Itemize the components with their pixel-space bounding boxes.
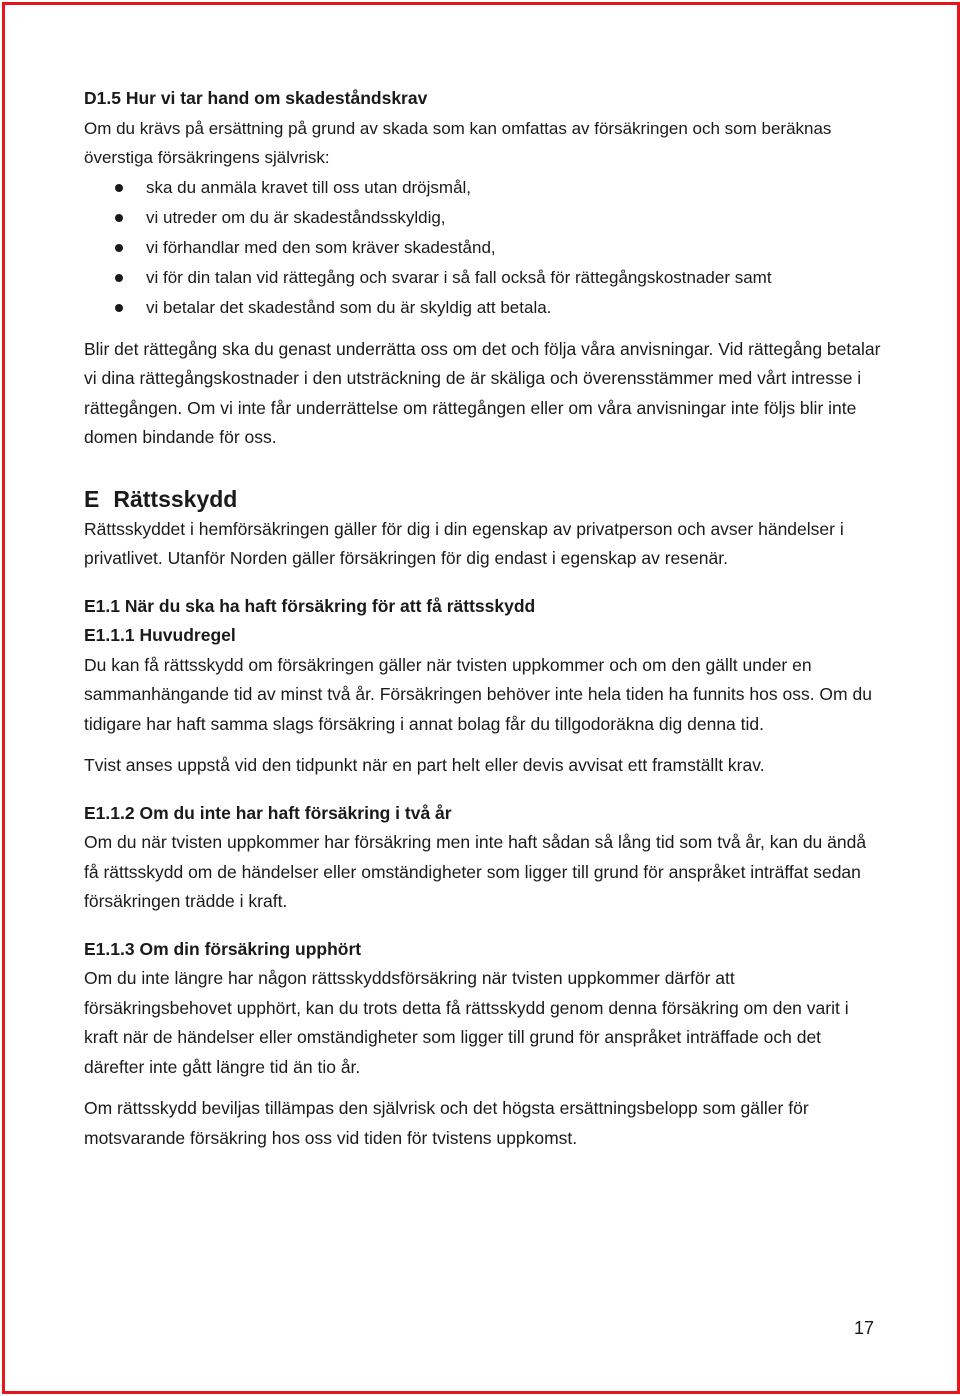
list-item: vi för din talan vid rättegång och svarar i så fall också för rättegångskostnader samt [84, 263, 884, 293]
bullet-list [84, 173, 884, 323]
section-d15-heading: D1.5 Hur vi tar hand om skadeståndskrav [84, 88, 428, 108]
section-e113-text-2: Om rättsskydd beviljas tillämpas den självrisk och det högsta ersättningsbelopp som gäller för motsvarande försäkring hos oss vid tiden för tvistens uppkomst. [84, 1098, 809, 1148]
section-e112-text: Om du när tvisten uppkommer har försäkring men inte haft sådan så lång tid som två år, kan du ändå få rättsskydd om de händelser eller omständigheter som ligger till grund för anspråket inträffat sedan försäkringen trädde i kraft. [84, 832, 867, 911]
section-e112-heading: E1.1.2 Om du inte har haft försäkring i två år [84, 802, 452, 823]
page-number: 17 [854, 1318, 875, 1338]
section-e113-heading: E1.1.3 Om din försäkring upphört [84, 938, 362, 959]
section-e11-heading: E1.1 När du ska ha haft försäkring för att få rättsskydd [84, 595, 536, 616]
bullet-icon [115, 304, 123, 312]
list-item: vi förhandlar med den som kräver skadestånd, [84, 233, 884, 263]
section-e113-text: Om du inte längre har någon rättsskyddsförsäkring när tvisten uppkommer därför att försäkringsbehovet upphört, kan du trots detta få rättsskydd genom denna försäkring om den varit i kraft när de händelser eller omständigheter som ligger till grund för anspråket inträffade och det därefter inte gått längre tid än tio år. [84, 968, 849, 1077]
section-e-title: Rättsskydd [113, 485, 238, 512]
list-item: vi betalar det skadestånd som du är skyldig att betala. [84, 293, 884, 323]
document-body [84, 84, 884, 1153]
bullet-icon [115, 244, 123, 252]
bullet-icon [115, 214, 123, 222]
list-item: vi utreder om du är skadeståndsskyldig, [84, 203, 884, 233]
section-d15-paragraph: Blir det rättegång ska du genast underrätta oss om det och följa våra anvisningar. Vid rättegång betalar vi dina rättegångskostnader i den utsträckning de är skäliga och överensstämmer med vårt intresse i rättegången. Om vi inte får underrättelse om rättegången eller om våra anvisningar inte följs blir inte domen bindande för oss. [84, 338, 881, 447]
bullet-icon [115, 274, 123, 282]
section-e-letter: E [84, 485, 100, 512]
section-e-intro: Rättsskyddet i hemförsäkringen gäller för dig i din egenskap av privatperson och avser händelser i privatlivet. Utanför Norden gäller försäkringen för dig endast i egenskap av resenär. [84, 518, 844, 568]
section-d15-intro: Om du krävs på ersättning på grund av skada som kan omfattas av försäkringen och som beräknas överstiga försäkringens självrisk: [84, 118, 832, 167]
section-e-heading [84, 483, 884, 515]
section-e111-text-2: Tvist anses uppstå vid den tidpunkt när en part helt eller devis avvisat ett framställt krav. [84, 755, 765, 775]
list-item: ska du anmäla kravet till oss utan dröjsmål, [84, 173, 884, 203]
section-e111-text: Du kan få rättsskydd om försäkringen gäller när tvisten uppkommer och om den gällt under en sammanhängande tid av minst två år. Försäkringen behöver inte hela tiden ha funnits hos oss. Om du tidigare har haft samma slags försäkring i annat bolag får du tillgodoräkna dig denna tid. [84, 654, 872, 734]
section-e111-heading: E1.1.1 Huvudregel [84, 625, 236, 645]
bullet-icon [115, 184, 123, 192]
